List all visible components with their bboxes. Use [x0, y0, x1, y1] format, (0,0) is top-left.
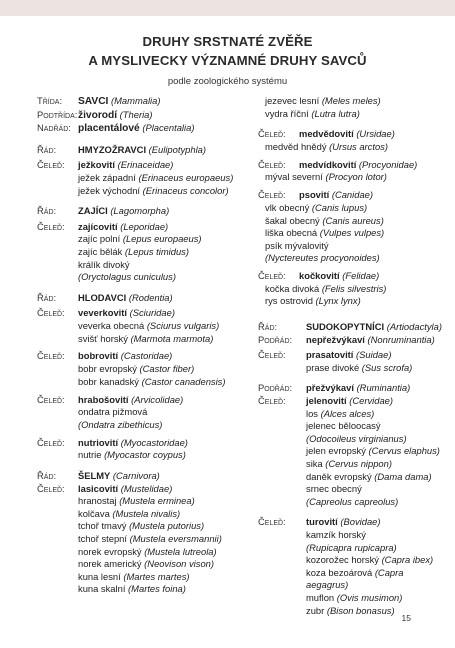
species-row: norek americký (Neovison vison) [78, 558, 214, 570]
family-latin: (Mustelidae) [120, 482, 173, 494]
order-row [258, 321, 448, 334]
family-row [37, 437, 252, 450]
species-row: (Odocoileus virginianus) [306, 432, 407, 444]
species-row: kamzík horský [306, 528, 366, 540]
family-name: medvědovití [299, 128, 354, 140]
family-row [258, 516, 448, 529]
family-name: hrabošovití [78, 393, 129, 405]
family-row [37, 307, 252, 320]
taxon-name: placentálové [78, 123, 140, 135]
species-row: liška obecná (Vulpes vulpes) [265, 227, 385, 239]
family-latin: (Cervidae) [349, 395, 394, 407]
family-name: kočkovití [299, 270, 340, 282]
species-row: kolčava (Mustela nivalis) [78, 507, 181, 519]
family-row [258, 189, 448, 202]
family-name: turovití [306, 516, 338, 528]
family-name: veverkovití [78, 307, 127, 319]
family-latin: (Castoridae) [120, 350, 173, 362]
family-row [37, 221, 252, 234]
family-latin: (Bovidae) [340, 516, 381, 528]
page-title-line-1: DRUHY SRSTNATÉ ZVĚŘE [142, 34, 313, 49]
suborder-latin: (Nonruminantia) [367, 333, 435, 345]
page-number: 15 [401, 613, 411, 623]
rank-label: Čeleď: [37, 159, 65, 171]
species-row: (Oryctolagus cuniculus) [78, 271, 176, 283]
family-row [258, 270, 448, 283]
family-name: ježkovití [78, 159, 115, 171]
order-latin: (Rodentia) [128, 291, 173, 303]
page-title-line-2: A MYSLIVECKY VÝZNAMNÉ DRUHY SAVCŮ [88, 53, 367, 68]
rank-label: Čeleď: [37, 220, 65, 232]
species-row: tchoř tmavý (Mustela putorius) [78, 520, 205, 532]
species-row: ježek východní (Erinaceus concolor) [78, 184, 229, 196]
order-latin: (Artiodactyla) [386, 321, 442, 333]
family-latin: (Canidae) [331, 189, 373, 201]
family-latin: (Ursidae) [356, 128, 395, 140]
page-header-band [0, 0, 455, 16]
rank-label: Čeleď: [258, 128, 286, 140]
order-row [37, 292, 252, 305]
species-row: bobr kanadský (Castor canadensis) [78, 375, 226, 387]
rank-label: Čeleď: [258, 270, 286, 282]
family-row [258, 349, 448, 362]
suborder-name: přežvýkaví [306, 382, 354, 394]
superorder-row [37, 122, 252, 136]
rank-label: Podřád: [258, 382, 293, 394]
family-latin: (Sciuridae) [129, 307, 175, 319]
family-latin: (Suidae) [356, 349, 392, 361]
suborder-latin: (Ruminantia) [356, 382, 411, 394]
family-row [258, 159, 448, 172]
species-row: králík divoký [78, 258, 130, 270]
family-latin: (Erinaceidae) [117, 159, 174, 171]
species-row: svišť horský (Marmota marmota) [78, 332, 214, 344]
species-row: sika (Cervus nippon) [306, 458, 392, 470]
rank-label: Čeleď: [258, 349, 286, 361]
species-row: kočka divoká (Felis silvestris) [265, 282, 387, 294]
species-row: rys ostrovid (Lynx lynx) [265, 295, 361, 307]
rank-label: Čeleď: [37, 307, 65, 319]
order-row [37, 205, 252, 218]
species-row: bobr evropský (Castor fiber) [78, 363, 195, 375]
order-name: HMYZOŽRAVCI [78, 143, 147, 155]
rank-label: Třída: [37, 95, 63, 106]
species-row: kuna skalní (Martes foina) [78, 583, 186, 595]
species-row: jezevec lesní (Meles meles) [265, 95, 381, 106]
family-name: medvídkovití [299, 158, 357, 170]
species-row: (Ondatra zibethicus) [78, 418, 163, 430]
species-row: srnec obecný [306, 483, 362, 495]
taxon-name: SAVCI [78, 96, 109, 107]
class-row [37, 95, 252, 109]
species-row: kuna lesní (Martes martes) [78, 570, 190, 582]
rank-label: Řád: [37, 470, 57, 482]
rank-label: Čeleď: [37, 482, 65, 494]
family-row [258, 128, 448, 141]
subclass-row [37, 109, 252, 123]
rank-label: Čeleď: [258, 189, 286, 201]
species-row: kozorožec horský (Capra ibex) [306, 554, 434, 566]
order-name: ZAJÍCI [78, 205, 108, 217]
species-row: psík mývalovitý [265, 239, 329, 251]
rank-label: Čeleď: [258, 516, 286, 528]
species-row: vydra říční (Lutra lutra) [265, 107, 360, 119]
species-row: medvěd hnědý (Ursus arctos) [265, 140, 388, 152]
suborder-name: nepřežvýkaví [306, 333, 365, 345]
rank-label: Podřád: [258, 333, 293, 345]
left-column [37, 95, 252, 596]
rank-label: Řád: [37, 143, 57, 155]
species-row: zubr (Bison bonasus) [306, 604, 395, 616]
order-latin: (Lagomorpha) [110, 205, 170, 217]
family-name: prasatovití [306, 349, 354, 361]
species-row: prase divoké (Sus scrofa) [306, 361, 413, 373]
family-row [37, 483, 252, 496]
species-row: zajíc bělák (Lepus timidus) [78, 245, 189, 257]
family-latin: (Leporidae) [120, 220, 169, 232]
order-row [37, 144, 252, 157]
species-row: (Rupicapra rupicapra) [306, 541, 397, 553]
rank-label: Řád: [258, 321, 278, 333]
species-row: hranostaj (Mustela erminea) [78, 495, 195, 507]
species-row: nutrie (Myocastor coypus) [78, 449, 186, 461]
family-name: psovití [299, 189, 330, 201]
species-row: ježek západní (Erinaceus europaeus) [78, 171, 234, 183]
order-latin: (Carnivora) [112, 470, 160, 482]
rank-label: Čeleď: [258, 158, 286, 170]
order-latin: (Eulipotyphla) [148, 143, 206, 155]
rank-label: Podtřída: [37, 108, 78, 120]
species-row: mýval severní (Procyon lotor) [265, 171, 387, 183]
family-latin: (Myocastoridae) [120, 436, 188, 448]
order-name: HLODAVCI [78, 291, 127, 303]
rank-label: Nadřád: [37, 122, 71, 134]
species-row: ondatra pižmová [78, 406, 148, 418]
rank-label: Čeleď: [37, 350, 65, 362]
family-row [37, 159, 252, 172]
species-row: norek evropský (Mustela lutreola) [78, 545, 217, 557]
species-row: (Capreolus capreolus) [306, 495, 399, 507]
species-row: veverka obecná (Sciurus vulgaris) [78, 319, 220, 331]
family-name: jelenovití [306, 395, 347, 407]
family-name: nutriovití [78, 436, 119, 448]
species-row: daněk evropský (Dama dama) [306, 470, 432, 482]
family-name: lasicovití [78, 482, 119, 494]
order-name: SUDOKOPYTNÍCI [306, 321, 385, 333]
page-subtitle: podle zoologického systému [167, 76, 288, 87]
taxon-latin: (Mammalia) [111, 95, 161, 106]
species-row: zajíc polní (Lepus europaeus) [78, 233, 202, 245]
species-row: jelen evropský (Cervus elaphus) [306, 445, 440, 457]
family-latin: (Procyonidae) [358, 158, 418, 170]
species-row: jelenec běloocasý [306, 420, 381, 432]
rank-label: Řád: [37, 291, 57, 303]
species-row: tchoř stepní (Mustela eversmannii) [78, 532, 222, 544]
rank-label: Řád: [37, 205, 57, 217]
suborder-row [258, 382, 448, 395]
species-row: šakal obecný (Canis aureus) [265, 214, 384, 226]
family-row [258, 395, 448, 408]
family-latin: (Felidae) [342, 270, 380, 282]
order-row [37, 470, 252, 483]
family-latin: (Arvicolidae) [131, 393, 184, 405]
species-row: los (Alces alces) [306, 407, 375, 419]
rank-label: Čeleď: [37, 393, 65, 405]
title-block [0, 32, 455, 89]
taxon-latin: (Theria) [119, 108, 153, 120]
rank-label: Čeleď: [37, 436, 65, 448]
species-row: (Nyctereutes procyonoides) [265, 252, 380, 264]
species-row: muflon (Ovis musimon) [306, 591, 403, 603]
rank-label: Čeleď: [258, 395, 286, 407]
family-row [37, 394, 252, 407]
family-name: zajícovití [78, 220, 118, 232]
taxon-latin: (Placentalia) [142, 122, 195, 134]
order-name: ŠELMY [78, 470, 111, 482]
suborder-row [258, 334, 448, 347]
species-row: koza bezoárová (Capra aegagrus) [306, 566, 404, 591]
right-column [258, 95, 448, 617]
species-row: vlk obecný (Canis lupus) [265, 201, 368, 213]
family-name: bobrovití [78, 350, 119, 362]
taxon-name: živorodí [78, 109, 118, 121]
family-row [37, 350, 252, 363]
